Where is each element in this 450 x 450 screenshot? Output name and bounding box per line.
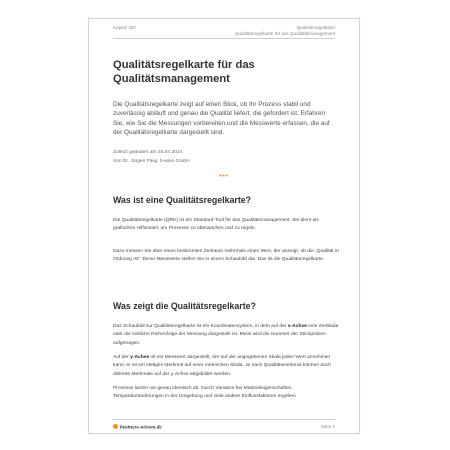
header-section-title: Qualitätsregelkarte [296,25,335,30]
footer-divider [113,419,335,420]
paragraph-x-axis [113,323,341,348]
logo-dot-icon [113,424,118,429]
page-number: Seite 2 [320,424,335,429]
footer-logo [113,424,162,431]
y-axis-text-c: ist ein Messwert dargestellt, der auf der angegebenen Skala jeden Wert annehmen kann; er ist ein stetiges Merkmal auf einer metrischen Skala. Je nach Qualitätsmerkmal können auch diskrete Merkmale auf der y-Achse abgebildet werden. [113,355,332,377]
header-section-subtitle: Qualitätsregelkarte für das Qualitätsmanagement [234,30,335,36]
header-section [235,25,335,36]
x-axis-text-c: eine Zeitskala oder die zeitliche Reihenfolge der Messung dargestellt ist. Meist wird die Nummer der Stichproben aufgetragen. [113,324,339,346]
x-axis-term: x-Achse [287,324,307,329]
article-title: Qualitätsregelkarte für das Qualitätsmanagement [113,59,255,85]
paragraph-y-axis [113,354,341,379]
logo-text: business-wissen.de [120,424,162,431]
article-meta [113,149,190,166]
section-heading-what-shows: Was zeigt die Qualitätsregelkarte? [113,301,256,311]
paragraph-measurement: Dazu messen Sie über einen bestimmten Zeitraum mehrmals einen Wert, der anzeigt, ob die „Qualität in Ordnung ist“. Diese Messwerte stellen Sie in einem Schaubild dar. Das ist die Qualitätsregelkarte. [113,249,339,263]
paragraph-definition: Die Qualitätsregelkarte (QRK) ist ein Standard-Tool für das Qualitätsmanagement. Sie dient als grafisches Hilfsmittel, um Prozesse zu überwachen und zu regeln. [113,218,319,232]
last-updated: Zuletzt geändert am 25.04.2024 [113,150,183,155]
author-line: Von Dr. Jürgen Fleig, b-wise GmbH [113,158,190,164]
y-axis-text-a: Auf der [113,355,131,360]
y-axis-term: y-Achse [130,355,150,360]
article-intro: Die Qualitätsregelkarte zeigt auf einen Blick, ob Ihr Prozess stabil und zuverlässig abläuft und genau die Qualität liefert, die gefordert ist. Erfahren Sie, wie Sie die Messungen vorbereiten und die Messwerte erfassen, die auf der Qualitätsregelkarte dargestellt sind. [113,101,330,137]
header-chapter: Kapitel 287 [113,25,136,30]
separator-dots: ••• [219,171,229,180]
paragraph-variation: Prozesse laufen nie genau identisch ab. Durch Variation bei Materialeigenschaften, Temperaturänderungen in der Umgebung und viele andere Einflussfaktoren ergeben [113,386,296,400]
document-page [88,18,360,434]
section-heading-what-is: Was ist eine Qualitätsregelkarte? [113,195,252,205]
x-axis-text-a: Das Schaubild zur Qualitätsregelkarte ist ein Koordinatensystem, in dem auf der [113,324,288,329]
header-divider [113,38,335,39]
